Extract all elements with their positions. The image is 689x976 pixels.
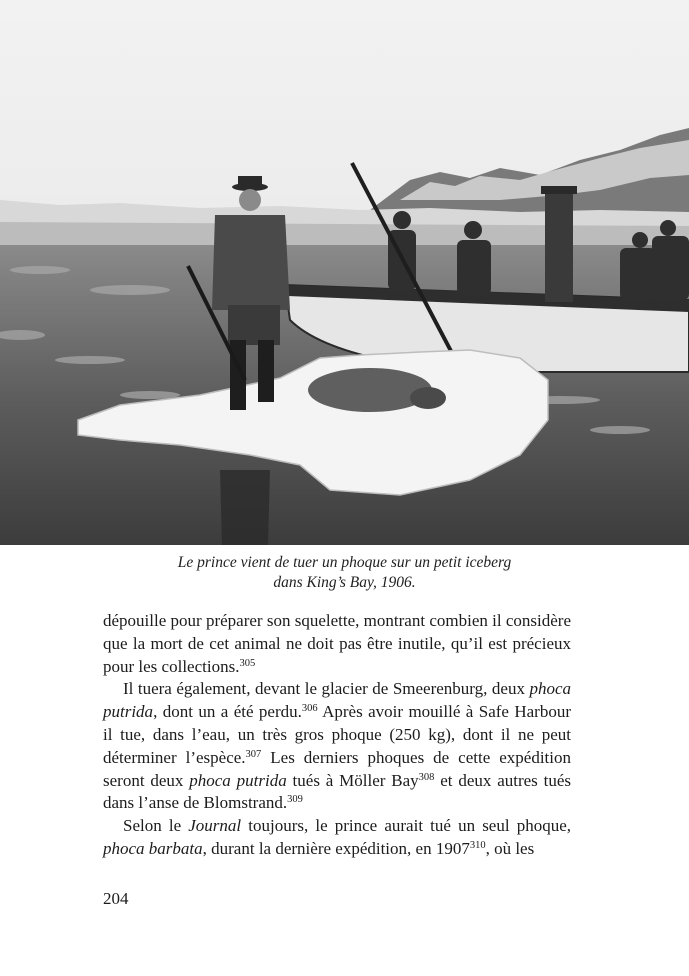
paragraph-2 bbox=[103, 678, 571, 815]
italic-term: phoca barbata bbox=[103, 838, 203, 858]
text-run: Il tuera également, devant le glacier de Smeerenburg, deux bbox=[123, 679, 530, 699]
footnote-ref: 309 bbox=[287, 794, 303, 806]
footnote-ref: 310 bbox=[469, 839, 486, 851]
text-run: Les derniers phoques de cette expédition seront deux bbox=[103, 747, 571, 790]
italic-term: Journal bbox=[188, 816, 242, 836]
italic-term: phoca putrida bbox=[103, 679, 571, 722]
body-text bbox=[103, 610, 571, 861]
text-run: Selon le bbox=[123, 816, 189, 836]
paragraph-1 bbox=[103, 610, 571, 678]
text-run: , dont un a été perdu. bbox=[153, 702, 302, 722]
boat-funnel bbox=[545, 190, 573, 302]
footnote-ref: 307 bbox=[245, 748, 262, 760]
reflection bbox=[220, 470, 270, 545]
seal bbox=[308, 368, 432, 412]
caption-line-2: dans King’s Bay, 1906. bbox=[273, 574, 416, 591]
text-run: tués à Möller Bay bbox=[286, 770, 419, 790]
footnote-ref: 305 bbox=[239, 657, 256, 669]
footnote-ref: 306 bbox=[301, 703, 318, 715]
italic-term: phoca putrida bbox=[189, 770, 287, 790]
footnote-ref: 308 bbox=[418, 771, 435, 783]
caption-line-1: Le prince vient de tuer un phoque sur un petit iceberg bbox=[177, 554, 512, 571]
text-run: dépouille pour préparer son squelette, montrant combien il considère que la mort de cet animal ne doit pas être inutile, qu’il est précieux pour les collections. bbox=[103, 611, 571, 676]
text-run: , où les bbox=[485, 838, 535, 858]
paragraph-3 bbox=[103, 815, 571, 861]
text-run: , durant la dernière expédition, en 1907 bbox=[202, 838, 470, 858]
photo-caption bbox=[0, 553, 689, 593]
text-run: toujours, le prince aurait tué un seul phoque, bbox=[241, 816, 571, 836]
page-number: 204 bbox=[103, 889, 129, 908]
text-run: et deux autres tués dans l’anse de Blomstrand. bbox=[103, 770, 572, 813]
text-run: Après avoir mouillé à Safe Harbour il tue, dans l’eau, un très gros phoque (250 kg), dont il ne peut déterminer l’espèce. bbox=[103, 702, 571, 767]
glacier-base bbox=[0, 222, 689, 245]
